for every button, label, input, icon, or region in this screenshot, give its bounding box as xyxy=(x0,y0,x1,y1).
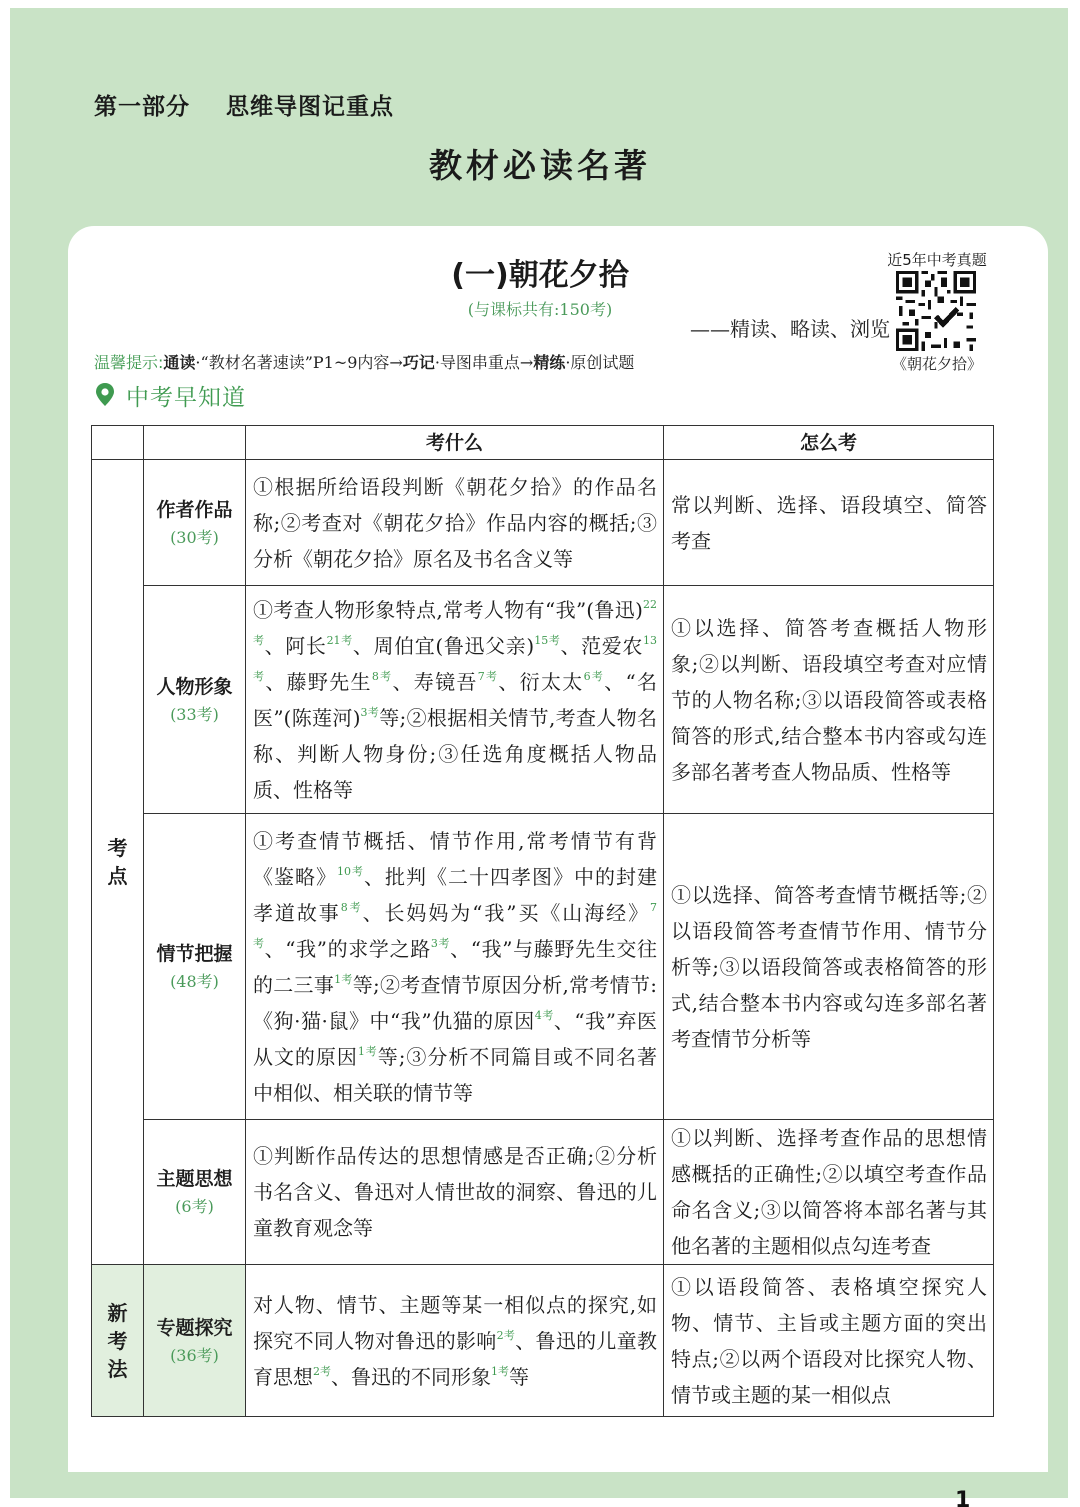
tip-text-memorize: ·导图串重点→ xyxy=(434,353,534,372)
how-cell: ①以判断、选择考查作品的思想情感概括的正确性;②以填空考查作品命名含义;③以简答将本部名著与其他名著的主题相似点勾连考查 xyxy=(664,1120,994,1265)
work-subtitle: (与课标共有:150考) xyxy=(467,300,613,319)
header-what: 考什么 xyxy=(246,426,664,460)
what-cell xyxy=(246,586,664,814)
topic-cell xyxy=(144,1265,246,1417)
what-text: 等 xyxy=(509,1364,529,1389)
what-text: 、长妈妈为“我”买《山海经》 xyxy=(362,900,651,925)
how-cell: ①以语段简答、表格填空探究人物、情节、主旨或主题方面的突出特点;②以两个语段对比探究人物、情节或主题的某一相似点 xyxy=(664,1265,994,1417)
section-label: 第一部分 思维导图记重点 xyxy=(94,94,395,120)
topic-count: (36考) xyxy=(170,1345,219,1365)
what-text: 、鲁迅的不同形象 xyxy=(331,1364,491,1389)
what-text: 、批判《二十四孝图》中的封建孝道故事 xyxy=(253,864,657,925)
what-text: 、“我”弃医从文的原因 xyxy=(253,1008,657,1069)
group-label: 新考法 xyxy=(107,1300,128,1381)
header-blank xyxy=(92,426,144,460)
group-cell xyxy=(92,1265,144,1417)
exam-count: 4考 xyxy=(534,1008,554,1022)
what-text: 、藤野先生 xyxy=(265,669,372,694)
tip-step-read: 通读 xyxy=(163,353,196,372)
work-title: (一)朝花夕拾 xyxy=(451,258,629,293)
topic-count: (33考) xyxy=(170,704,219,724)
what-text: 、衍太太 xyxy=(498,669,584,694)
topic-name: 主题思想 xyxy=(156,1168,233,1190)
topic-cell xyxy=(144,586,246,814)
table-row xyxy=(92,814,994,1120)
table-row xyxy=(92,1120,994,1265)
group-cell xyxy=(92,460,144,1265)
section-header-text: 中考早知道 xyxy=(126,384,246,411)
what-text: 、阿长 xyxy=(264,633,327,658)
location-pin-icon xyxy=(94,382,116,408)
exam-count: 13考 xyxy=(253,633,658,683)
reading-modes: ——精读、略读、浏览 xyxy=(690,317,890,341)
what-text: 、周伯宜(鲁迅父亲) xyxy=(352,633,535,658)
what-text: 、“我”的求学之路 xyxy=(264,936,431,961)
topic-cell xyxy=(144,1120,246,1265)
exam-count: 21考 xyxy=(326,633,353,647)
what-text: 、鲁迅的儿童教育思想 xyxy=(253,1328,658,1389)
exam-count: 7考 xyxy=(477,669,499,683)
what-text: 等;②考查情节原因分析,常考情节:《狗·猫·鼠》中“我”仇猫的原因 xyxy=(253,972,657,1033)
page-title: 教材必读名著 xyxy=(429,146,651,185)
exam-count: 22考 xyxy=(253,597,657,647)
exam-count: 3考 xyxy=(360,705,380,719)
what-text: 等;③分析不同篇目或不同名著中相似、相关联的情节等 xyxy=(253,1044,658,1105)
group-label: 考点 xyxy=(107,836,128,888)
topic-name: 人物形象 xyxy=(156,675,233,698)
what-cell xyxy=(246,814,664,1120)
header-how: 怎么考 xyxy=(664,426,994,460)
topic-count: (6考) xyxy=(175,1197,214,1216)
exam-count: 2考 xyxy=(313,1364,331,1378)
exam-points-table xyxy=(91,425,994,1417)
what-text: ①考查情节概括、情节作用,常考情节有背《鉴略》 xyxy=(253,828,657,889)
topic-cell xyxy=(144,814,246,1120)
exam-count: 6考 xyxy=(583,669,605,683)
qr-caption: 《朝花夕拾》 xyxy=(891,355,982,373)
page-number: 1 xyxy=(955,1488,971,1507)
what-text: ①判断作品传达的思想情感是否正确;②分析书名含义、鲁迅对人情世故的洞察、鲁迅的儿童教育观念等 xyxy=(253,1144,657,1240)
what-text: 、寿镜吾 xyxy=(392,669,478,694)
topic-cell xyxy=(144,460,246,586)
table-row xyxy=(92,586,994,814)
how-cell: ①以选择、简答考查概括人物形象;②以判断、语段填空考查对应情节的人物名称;③以语段简答或表格简答的形式,结合整本书内容或勾连多部名著考查人物品质、性格等 xyxy=(664,586,994,814)
header-blank xyxy=(144,426,246,460)
what-cell xyxy=(246,1265,664,1417)
what-text: 、“我”与藤野先生交往的二三事 xyxy=(253,936,657,997)
tip-text-practice: ·原创试题 xyxy=(565,353,635,372)
topic-name: 作者作品 xyxy=(156,498,233,521)
qr-label: 近5年中考真题 xyxy=(887,251,987,269)
what-text: 等;②根据相关情节,考查人物名称、判断人物身份;③任选角度概括人物品质、性格等 xyxy=(253,705,657,802)
how-cell: 常以判断、选择、语段填空、简答考查 xyxy=(664,460,994,586)
tip-label: 温馨提示: xyxy=(94,353,164,372)
exam-count: 8考 xyxy=(340,900,363,914)
qr-code-icon[interactable] xyxy=(896,271,976,351)
study-tip xyxy=(94,350,634,373)
what-text: 对人物、情节、主题等某一相似点的探究,如探究不同人物对鲁迅的影响 xyxy=(253,1292,657,1353)
table-row xyxy=(92,1265,994,1417)
exam-count: 1考 xyxy=(491,1364,509,1378)
exam-count: 2考 xyxy=(496,1328,516,1342)
table-row xyxy=(92,460,994,586)
what-text: ①考查人物形象特点,常考人物有“我”(鲁迅) xyxy=(253,597,643,622)
how-cell: ①以选择、简答考查情节概括等;②以语段简答考查情节作用、情节分析等;③以语段简答或表格简答的形式,结合整本书内容或勾连多部名著考查情节分析等 xyxy=(664,814,994,1120)
exam-count: 1考 xyxy=(357,1044,378,1058)
exam-count: 7考 xyxy=(253,900,658,950)
tip-step-practice: 精练 xyxy=(533,353,566,372)
what-cell xyxy=(246,1120,664,1265)
what-cell xyxy=(246,460,664,586)
exam-count: 15考 xyxy=(534,633,561,647)
exam-count: 1考 xyxy=(334,972,353,986)
exam-count: 10考 xyxy=(337,864,364,878)
what-text: 、范爱农 xyxy=(560,633,644,658)
topic-count: (48考) xyxy=(170,971,219,991)
tip-text-read: ·“教材名著速读”P1~9内容→ xyxy=(195,353,403,372)
section-header xyxy=(94,380,246,410)
exam-count: 3考 xyxy=(430,936,451,950)
topic-name: 情节把握 xyxy=(156,942,233,965)
table-header-row xyxy=(92,426,994,460)
tip-step-memorize: 巧记 xyxy=(402,353,435,372)
exam-count: 8考 xyxy=(371,669,393,683)
what-text: 、“名医”(陈莲河) xyxy=(253,669,658,730)
topic-count: (30考) xyxy=(170,527,219,547)
topic-name: 专题探究 xyxy=(156,1316,233,1339)
what-text: ①根据所给语段判断《朝花夕拾》的作品名称;②考查对《朝花夕拾》作品内容的概括;③分析《朝花夕拾》原名及书名含义等 xyxy=(253,474,657,571)
